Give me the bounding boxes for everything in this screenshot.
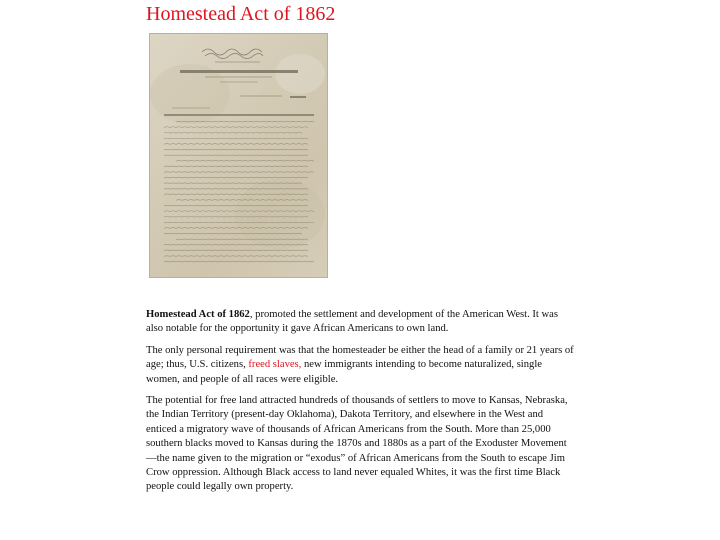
handwriting-line — [164, 261, 314, 262]
handwriting-line — [164, 155, 308, 156]
article-body — [146, 308, 574, 502]
handwriting-line — [164, 144, 308, 145]
paragraph-eligibility — [146, 344, 574, 387]
handwriting-line — [164, 149, 308, 150]
intro-bold-term: Homestead Act of 1862 — [146, 309, 250, 320]
handwriting-line — [164, 256, 308, 257]
eligibility-text-after: new immigrants intending to become naturalized, single women, and people of all races were eligible. — [146, 359, 542, 385]
page-title: Homestead Act of 1862 — [146, 3, 336, 25]
handwriting-line — [164, 133, 302, 134]
handwriting-line — [164, 138, 308, 139]
handwriting-line — [164, 250, 308, 251]
handwriting-line — [176, 160, 314, 161]
handwriting-line — [164, 166, 308, 167]
eligibility-text-before: The only personal requirement was that the homesteader be either the head of a family or 21 years of age; thus, U.S. citizens, — [146, 344, 574, 371]
freed-slaves-link[interactable]: freed slaves, — [248, 359, 302, 371]
document-scan-drawing — [150, 34, 327, 277]
intro-text: , promoted the settlement and development of the American West. It was also notable for the opportunity it gave African Americans to own land. — [146, 309, 559, 335]
paragraph-migration: The potential for free land attracted hundreds of thousands of settlers to move to Kansas, Nebraska, the Indian Territory (present-day Oklahoma), Dakota Territory, and elsewhere in the West and enticed a migratory wave of thousands of African Americans from the South. More than 25,000 southern blacks moved to Kansas during the 1870s and 1880s as a part of the Exoduster Movement—the name given to the migration or “exodus” of African Americans from the South to escape Jim Crow oppression. Although Black access to land never equaled Whites, it was the first time Black people could legally own property. — [146, 395, 568, 493]
historical-document-image — [149, 33, 328, 278]
handwriting-line — [164, 172, 314, 173]
handwriting-line — [164, 177, 308, 178]
paragraph-intro — [146, 308, 574, 337]
handwriting-line — [164, 127, 308, 128]
